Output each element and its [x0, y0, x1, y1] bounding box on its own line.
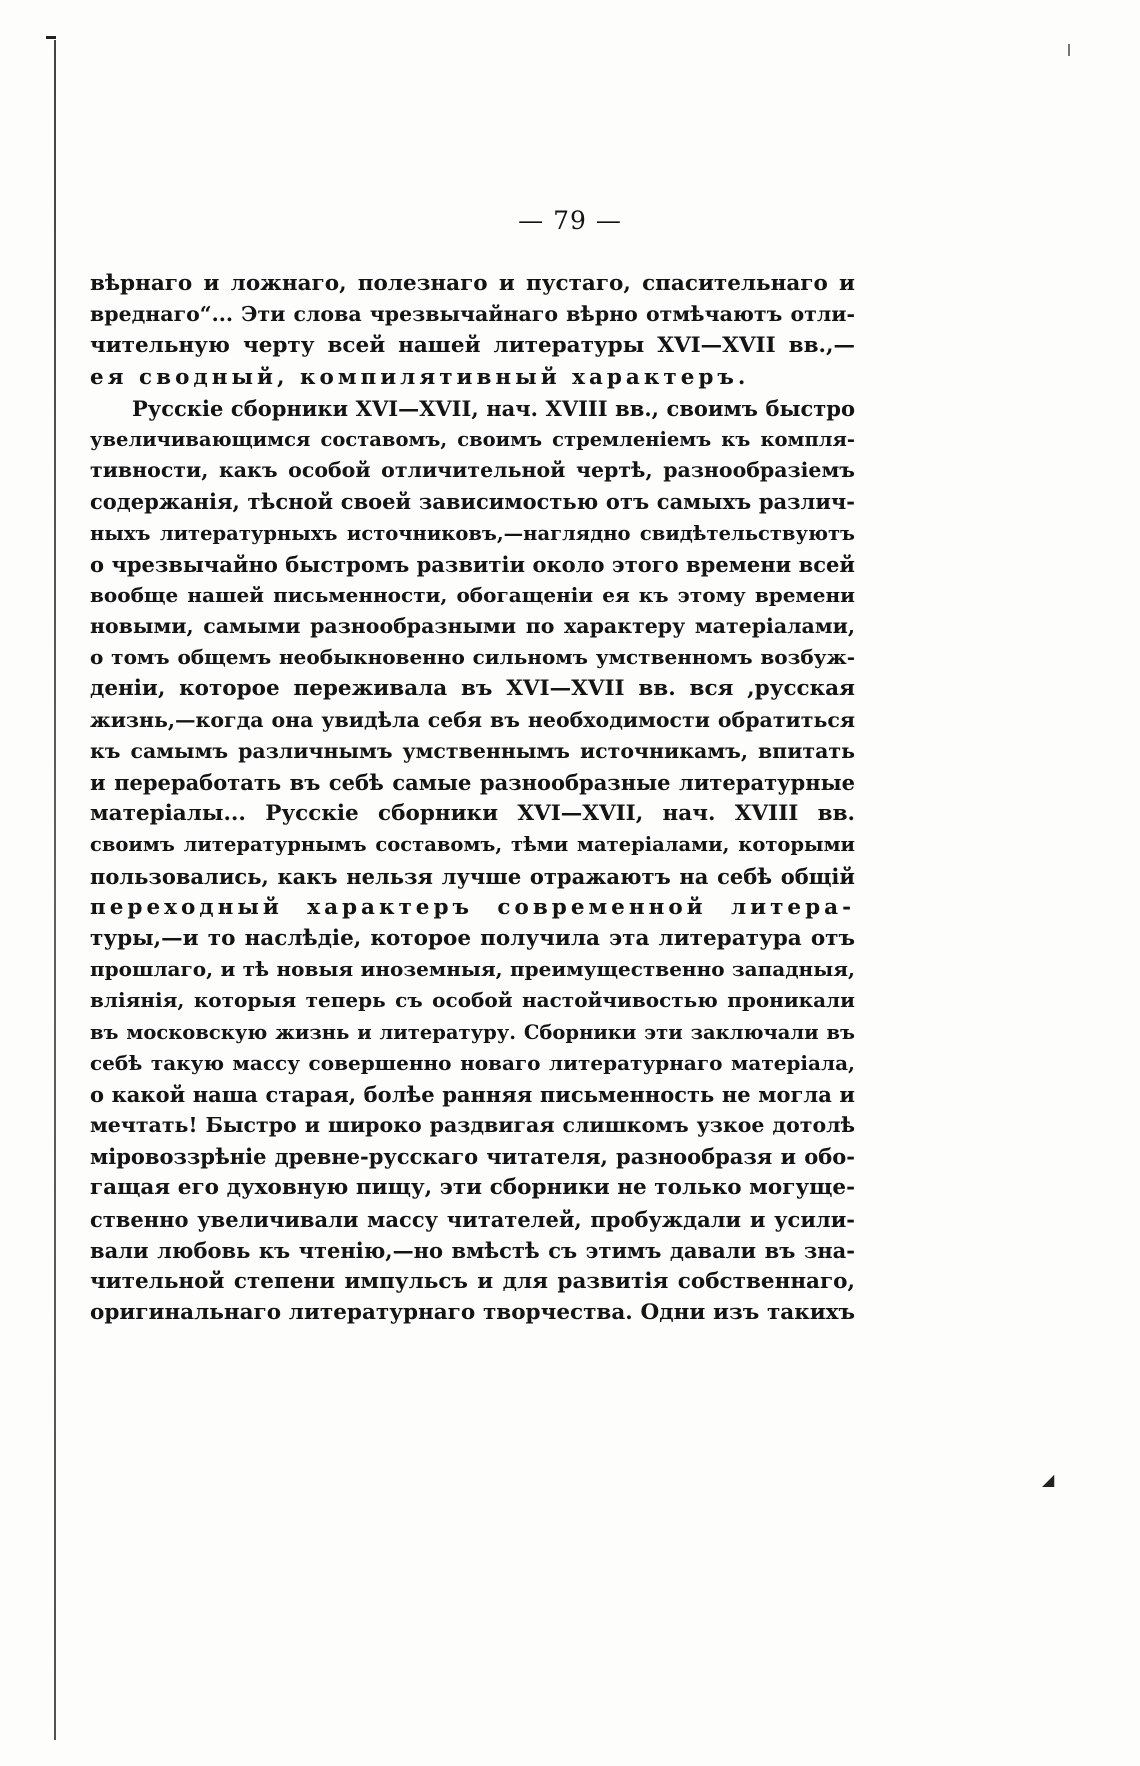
text-line: жизнь,—когда она увидѣла себя въ необходимости обратиться [90, 707, 855, 732]
text-line: Русскіе сборники XVI—XVII, нач. XVIII вв., своимъ быстро [132, 395, 855, 421]
text-line: вреднаго“... Эти слова чрезвычайнаго вѣрно отмѣчаютъ отли- [90, 302, 855, 327]
page-number: — 79 — [518, 206, 622, 235]
text-line: содержанія, тѣсной своей зависимостью отъ самыхъ различ- [90, 489, 855, 515]
text-line: въ московскую жизнь и литературу. Сборники эти заключали въ [90, 1020, 855, 1044]
text-line: о чрезвычайно быстромъ развитіи около этого времени всей [90, 551, 855, 577]
text-line: о томъ общемъ необыкновенно сильномъ умственномъ возбуж- [90, 645, 855, 670]
stray-ink-mark: ◢ [1042, 1470, 1055, 1489]
text-line: и переработать въ себѣ самые разнообразные литературные [90, 770, 855, 795]
binding-edge-shadow [54, 40, 56, 1740]
text-line: чительной степени импульсъ и для развитія собственнаго, [90, 1269, 855, 1294]
text-line: пользовались, какъ нельзя лучше отражаютъ на себѣ общій [90, 863, 855, 889]
text-line: вѣрнаго и ложнаго, полезнаго и пустаго, спасительнаго и [90, 271, 855, 296]
margin-tick-mark [1068, 44, 1070, 56]
text-line: къ самымъ различнымъ умственнымъ источникамъ, впитать [90, 738, 855, 763]
text-line: ея сводный, компилятивный характеръ. [90, 364, 750, 390]
text-line: мечтать! Быстро и широко раздвигая слишкомъ узкое дотолѣ [90, 1113, 855, 1138]
text-line: матеріалы... Русскіе сборники XVI—XVII, нач. XVIII вв. [90, 801, 855, 827]
body-text [90, 268, 855, 1328]
text-line: переходный характеръ современной литера- [90, 894, 855, 920]
text-line: гащая его духовную пищу, эти сборники не только могуще- [90, 1175, 855, 1201]
text-line: вліянія, которыя теперь съ особой настойчивостью проникали [90, 988, 855, 1013]
text-line: ныхъ литературныхъ источниковъ,—наглядно свидѣтельствуютъ [90, 521, 855, 545]
text-line: увеличивающимся составомъ, своимъ стремленіемъ къ компля- [90, 427, 855, 451]
text-line: себѣ такую массу совершенно новаго литературнаго матеріала, [90, 1050, 855, 1075]
text-line: тивности, какъ особой отличительной чертѣ, разнообразіемъ [90, 458, 855, 483]
text-line: своимъ литературнымъ составомъ, тѣми матеріалами, которыми [90, 833, 855, 857]
text-line: о какой наша старая, болѣе ранняя письменность не могла и [90, 1081, 855, 1107]
text-line: ственно увеличивали массу читателей, пробуждали и усили- [90, 1206, 855, 1232]
text-line: чительную черту всей нашей литературы XVI—XVII вв.,— [90, 333, 855, 359]
text-line: новыми, самыми разнообразными по характеру матеріалами, [90, 614, 855, 639]
corner-crop-mark [46, 36, 56, 39]
text-line: туры,—и то наслѣдіе, которое получила эта литература отъ [90, 925, 855, 951]
text-line: міровоззрѣніе древне-русскаго читателя, разнообразя и обо- [90, 1144, 855, 1170]
text-line: вообще нашей письменности, обогащеніи ея къ этому времени [90, 582, 855, 607]
text-line: оригинальнаго литературнаго творчества. Одни изъ такихъ [90, 1300, 855, 1326]
text-line: прошлаго, и тѣ новыя иноземныя, преимущественно западныя, [90, 957, 855, 982]
text-line: деніи, которое переживала въ XVI—XVII вв. вся ,русская [90, 676, 855, 702]
text-line: вали любовь къ чтенію,—но вмѣстѣ съ этимъ давали въ зна- [90, 1237, 855, 1263]
